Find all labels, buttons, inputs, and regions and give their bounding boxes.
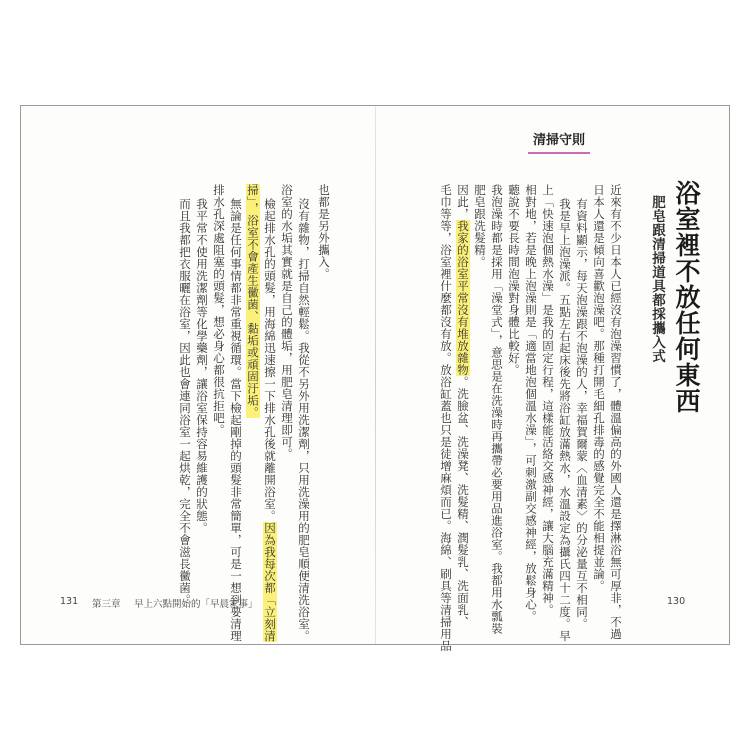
body-text: 。洗臉盆、洗澡凳、洗髮精、潤髮乳、洗面乳、 — [456, 376, 470, 628]
highlighted-text: 因為我每次都「立刻清 — [263, 522, 277, 642]
body-text: 因此， — [456, 184, 470, 220]
body-column: 也都是另外攜入。 — [317, 184, 331, 280]
body-column: 上「快速泡個熱水澡」是我的固定行程，這樣能活絡交感神經，讓大腦充滿精神。 — [541, 184, 555, 616]
article-title: 浴室裡不放任何東西 — [672, 180, 701, 414]
body-column: 浴室的水垢其實就是自己的體垢，用肥皂清理即可。 — [280, 184, 294, 460]
body-column: 相對地，若是晚上泡澡則是「適當地泡個溫水澡」，可刺激副交感神經，放鬆身心。 — [524, 184, 538, 623]
body-column: 有資料顯示，每天泡澡跟不泡澡的人，幸福賀爾蒙〈血清素〉的分泌量互不相同。 — [575, 198, 589, 630]
chapter-label: 第三章 — [92, 599, 121, 610]
chapter-title: 早上六點開始的「早晨家事」 — [134, 599, 258, 610]
page-number-right: 130 — [667, 596, 686, 607]
body-column: 近來有不少日本人已經沒有泡澡習慣了，體溫偏高的外國人還是擇淋浴無可厚非，不過 — [609, 184, 623, 640]
body-column: 毛巾等等，浴室裡什麼都沒有放。放浴缸蓋也只是徒增麻煩而已。海綿、刷具等清掃用品 — [439, 184, 453, 652]
body-column: 聽說不要長時間泡澡對身體比較好。 — [507, 184, 521, 376]
highlighted-text: 我家的浴室平常沒有堆放雜物 — [456, 220, 470, 376]
body-column — [456, 184, 470, 628]
body-column: 我是早上泡澡派。五點左右起床後先將浴缸放滿熱水，水溫設定為攝氏四十二度。早 — [558, 198, 572, 642]
article-subtitle: 肥皂跟清掃道具都採攜入式 — [649, 195, 665, 363]
section-tag: 清掃守則 — [528, 130, 590, 154]
body-column — [263, 198, 277, 642]
page-number-left: 131 — [60, 596, 79, 607]
book-spine — [375, 106, 376, 644]
body-column: 我泡澡時都是採用「澡堂式」，意思是在洗澡時再攜帶必要用品進浴室。我都用水瓢裝 — [490, 184, 504, 635]
highlighted-text: 掃」，浴室不會產生黴菌、黏垢或頑固汙垢。 — [246, 184, 260, 419]
body-column: 排水孔深處阻塞的頭髮，想必身心都很抗拒吧。 — [212, 184, 226, 436]
body-column: 肥皂跟洗髮精。 — [473, 184, 487, 268]
body-column — [246, 184, 260, 418]
body-text: 檢起排水孔的頭髮，用海綿迅速擦一下排水孔後就離開浴室。 — [263, 198, 277, 522]
body-column: 沒有雜物，打掃自然輕鬆。我從不另外用洗潔劑，只用洗澡用的肥皂順便清洗浴室。 — [297, 198, 311, 642]
body-column: 而且我都把衣服曬在浴室，因此也會連同浴室一起烘乾，完全不會滋長黴菌。 — [178, 198, 192, 606]
body-column: 日本人還是傾向喜歡泡澡吧。那種打開毛細孔排毒的感覺完全不能相提並論。 — [592, 184, 606, 592]
body-column: 我平常不使用洗潔劑等化學藥劑，讓浴室保持容易維護的狀態。 — [195, 198, 209, 534]
body-column: 無論是任何事情都非常重視循環。當下檢起剛掉的頭髮非常簡單，可是一想到要清理 — [229, 198, 243, 642]
